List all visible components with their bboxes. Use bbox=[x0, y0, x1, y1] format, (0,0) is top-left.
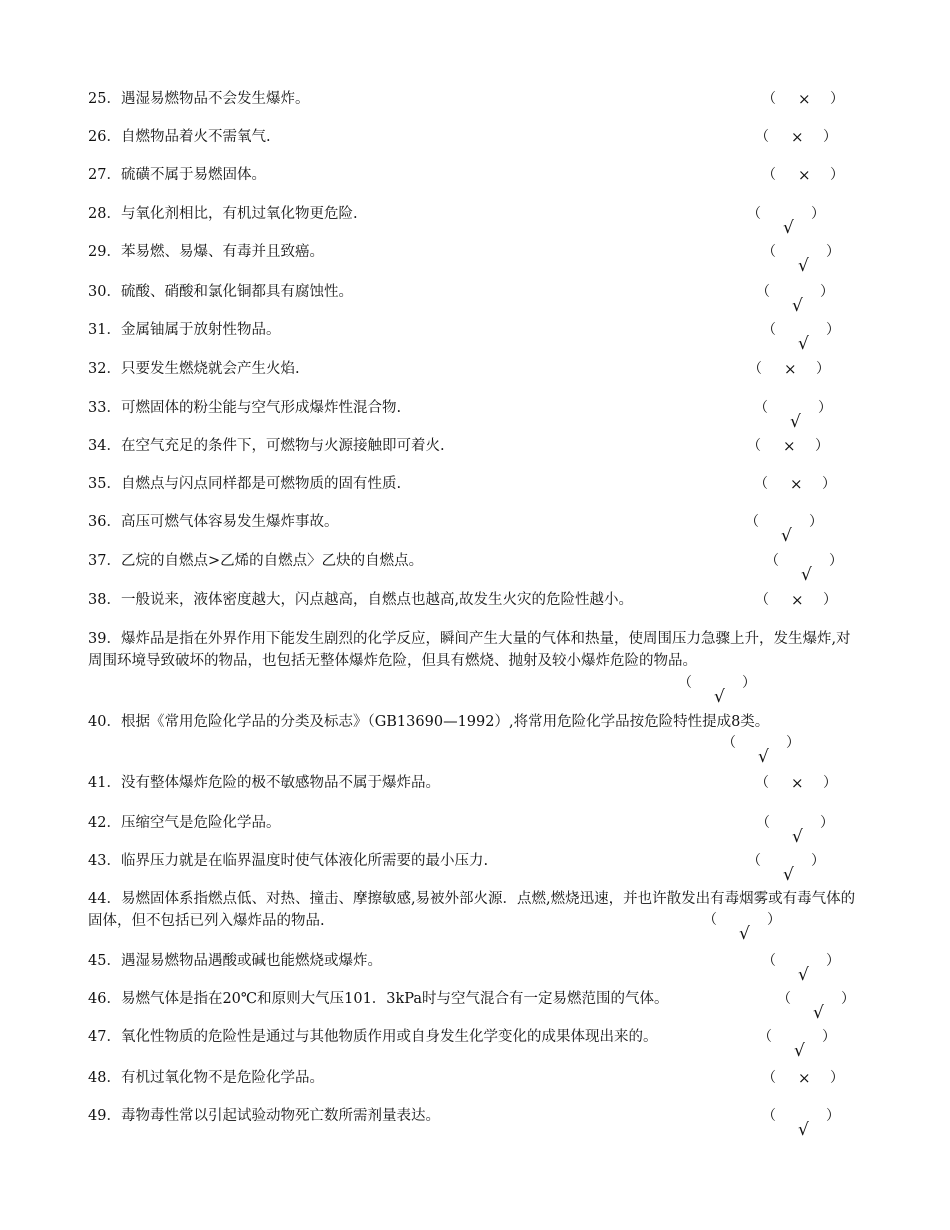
check-mark: √ bbox=[794, 1041, 805, 1061]
cross-mark: × bbox=[798, 1069, 811, 1087]
check-mark: √ bbox=[792, 296, 803, 316]
question-text: 46．易燃气体是指在20℃和原则大气压101．3kPa时与空气混合有一定易燃范围的气体。 bbox=[88, 991, 669, 1007]
check-mark: √ bbox=[798, 1120, 809, 1140]
answer-paren-open: （ bbox=[703, 912, 717, 928]
cross-mark: × bbox=[798, 166, 811, 184]
question-text: 44．易燃固体系指燃点低、对热、撞击、摩擦敏感,易被外部火源．点燃,燃烧迅速，并也许散发出有毒烟雾或有毒气体的固体，但不包括已列入爆炸品的物品. bbox=[88, 891, 856, 929]
answer-paren-close: ） bbox=[816, 361, 830, 377]
cross-mark: × bbox=[784, 360, 797, 378]
question-text: 48．有机过氧化物不是危险化学品。 bbox=[88, 1070, 324, 1086]
cross-mark: × bbox=[791, 591, 804, 609]
answer-paren-open: （ bbox=[777, 991, 791, 1007]
answer-paren-open: （ bbox=[762, 244, 776, 260]
answer-paren-open: （ bbox=[754, 400, 768, 416]
answer-paren-open: （ bbox=[755, 592, 769, 608]
answer-paren-open: （ bbox=[762, 322, 776, 338]
question-text: 25．遇湿易燃物品不会发生爆炸。 bbox=[88, 91, 310, 107]
answer-paren-close: ） bbox=[829, 553, 843, 569]
question-text: 31．金属铀属于放射性物品。 bbox=[88, 322, 281, 338]
answer-paren-close: ） bbox=[823, 775, 837, 791]
check-mark: √ bbox=[801, 565, 812, 585]
answer-paren-close: ） bbox=[822, 476, 836, 492]
check-mark: √ bbox=[783, 218, 794, 238]
question-text: 42．压缩空气是危险化学品。 bbox=[88, 815, 281, 831]
answer-paren-open: （ bbox=[765, 553, 779, 569]
cross-mark: × bbox=[798, 90, 811, 108]
answer-paren-close: ） bbox=[830, 1070, 844, 1086]
answer-paren-open: （ bbox=[747, 438, 761, 454]
question-text: 28．与氧化剂相比，有机过氧化物更危险. bbox=[88, 206, 358, 222]
question-text: 27．硫磺不属于易燃固体。 bbox=[88, 167, 266, 183]
question-text: 40．根据《常用危险化学品的分类及标志》（GB13690—1992）,将常用危险化学品按危险特性提成8类。 bbox=[88, 714, 770, 730]
question-text: 26．自燃物品着火不需氧气. bbox=[88, 129, 271, 145]
check-mark: √ bbox=[792, 827, 803, 847]
answer-paren-open: （ bbox=[762, 1108, 776, 1124]
question-text: 33．可燃固体的粉尘能与空气形成爆炸性混合物. bbox=[88, 400, 402, 416]
answer-paren-open: （ bbox=[762, 167, 776, 183]
answer-paren-close: ） bbox=[830, 167, 844, 183]
answer-paren-open: （ bbox=[756, 815, 770, 831]
answer-paren-close: ） bbox=[826, 322, 840, 338]
answer-paren-close: ） bbox=[826, 1108, 840, 1124]
answer-paren-close: ） bbox=[811, 853, 825, 869]
question-text: 49．毒物毒性常以引起试验动物死亡数所需剂量表达。 bbox=[88, 1108, 440, 1124]
answer-paren-open: （ bbox=[678, 675, 692, 691]
question-text: 47．氧化性物质的危险性是通过与其他物质作用或自身发生化学变化的成果体现出来的。 bbox=[88, 1029, 658, 1045]
answer-paren-close: ） bbox=[767, 912, 781, 928]
question-text: 39．爆炸品是指在外界作用下能发生剧烈的化学反应，瞬间产生大量的气体和热量，使周围压力急骤上升，发生爆炸,对周围环境导致破坏的物品，也包括无整体爆炸危险，但具有燃烧、抛射及较小爆炸危险的物品。 bbox=[88, 631, 851, 669]
answer-paren-close: ） bbox=[826, 244, 840, 260]
question-text: 36．高压可燃气体容易发生爆炸事故。 bbox=[88, 514, 339, 530]
answer-paren-close: ） bbox=[820, 284, 834, 300]
check-mark: √ bbox=[714, 687, 725, 707]
question-text: 32．只要发生燃烧就会产生火焰. bbox=[88, 361, 300, 377]
answer-paren-open: （ bbox=[758, 1029, 772, 1045]
answer-paren-open: （ bbox=[747, 853, 761, 869]
cross-mark: × bbox=[791, 128, 804, 146]
answer-paren-close: ） bbox=[820, 815, 834, 831]
answer-paren-close: ） bbox=[823, 129, 837, 145]
answer-paren-close: ） bbox=[818, 400, 832, 416]
check-mark: √ bbox=[798, 334, 809, 354]
check-mark: √ bbox=[781, 526, 792, 546]
answer-paren-close: ） bbox=[742, 675, 756, 691]
question-text: 34．在空气充足的条件下，可燃物与火源接触即可着火. bbox=[88, 438, 445, 454]
cross-mark: × bbox=[791, 774, 804, 792]
answer-paren-open: （ bbox=[748, 361, 762, 377]
answer-paren-open: （ bbox=[745, 514, 759, 530]
check-mark: √ bbox=[813, 1003, 824, 1023]
cross-mark: × bbox=[783, 437, 796, 455]
answer-paren-close: ） bbox=[822, 1029, 836, 1045]
question-text: 35．自燃点与闪点同样都是可燃物质的固有性质. bbox=[88, 476, 402, 492]
answer-paren-open: （ bbox=[722, 735, 736, 751]
check-mark: √ bbox=[783, 865, 794, 885]
answer-paren-close: ） bbox=[823, 592, 837, 608]
answer-paren-close: ） bbox=[841, 991, 855, 1007]
question-text: 30．硫酸、硝酸和氯化铜都具有腐蚀性。 bbox=[88, 284, 353, 300]
check-mark: √ bbox=[739, 924, 750, 944]
question-text: 45．遇湿易燃物品遇酸或碱也能燃烧或爆炸。 bbox=[88, 953, 382, 969]
question-text: 29．苯易燃、易爆、有毒并且致癌。 bbox=[88, 244, 324, 260]
cross-mark: × bbox=[790, 475, 803, 493]
answer-paren-close: ） bbox=[786, 735, 800, 751]
answer-paren-close: ） bbox=[815, 438, 829, 454]
answer-paren-close: ） bbox=[809, 514, 823, 530]
answer-paren-close: ） bbox=[811, 206, 825, 222]
question-text: 41．没有整体爆炸危险的极不敏感物品不属于爆炸品。 bbox=[88, 775, 440, 791]
answer-paren-open: （ bbox=[754, 476, 768, 492]
check-mark: √ bbox=[798, 965, 809, 985]
answer-paren-open: （ bbox=[755, 129, 769, 145]
question-text: 38．一般说来，液体密度越大，闪点越高，自燃点也越高,故发生火灾的危险性越小。 bbox=[88, 592, 634, 608]
answer-paren-open: （ bbox=[747, 206, 761, 222]
answer-paren-close: ） bbox=[830, 91, 844, 107]
answer-paren-open: （ bbox=[762, 91, 776, 107]
question-text: 37．乙烷的自燃点>乙烯的自燃点〉乙炔的自燃点。 bbox=[88, 553, 424, 569]
question-text: 43．临界压力就是在临界温度时使气体液化所需要的最小压力. bbox=[88, 853, 489, 869]
check-mark: √ bbox=[790, 412, 801, 432]
answer-paren-open: （ bbox=[762, 1070, 776, 1086]
check-mark: √ bbox=[758, 747, 769, 767]
answer-paren-close: ） bbox=[826, 953, 840, 969]
answer-paren-open: （ bbox=[756, 284, 770, 300]
check-mark: √ bbox=[798, 256, 809, 276]
answer-paren-open: （ bbox=[762, 953, 776, 969]
answer-paren-open: （ bbox=[755, 775, 769, 791]
